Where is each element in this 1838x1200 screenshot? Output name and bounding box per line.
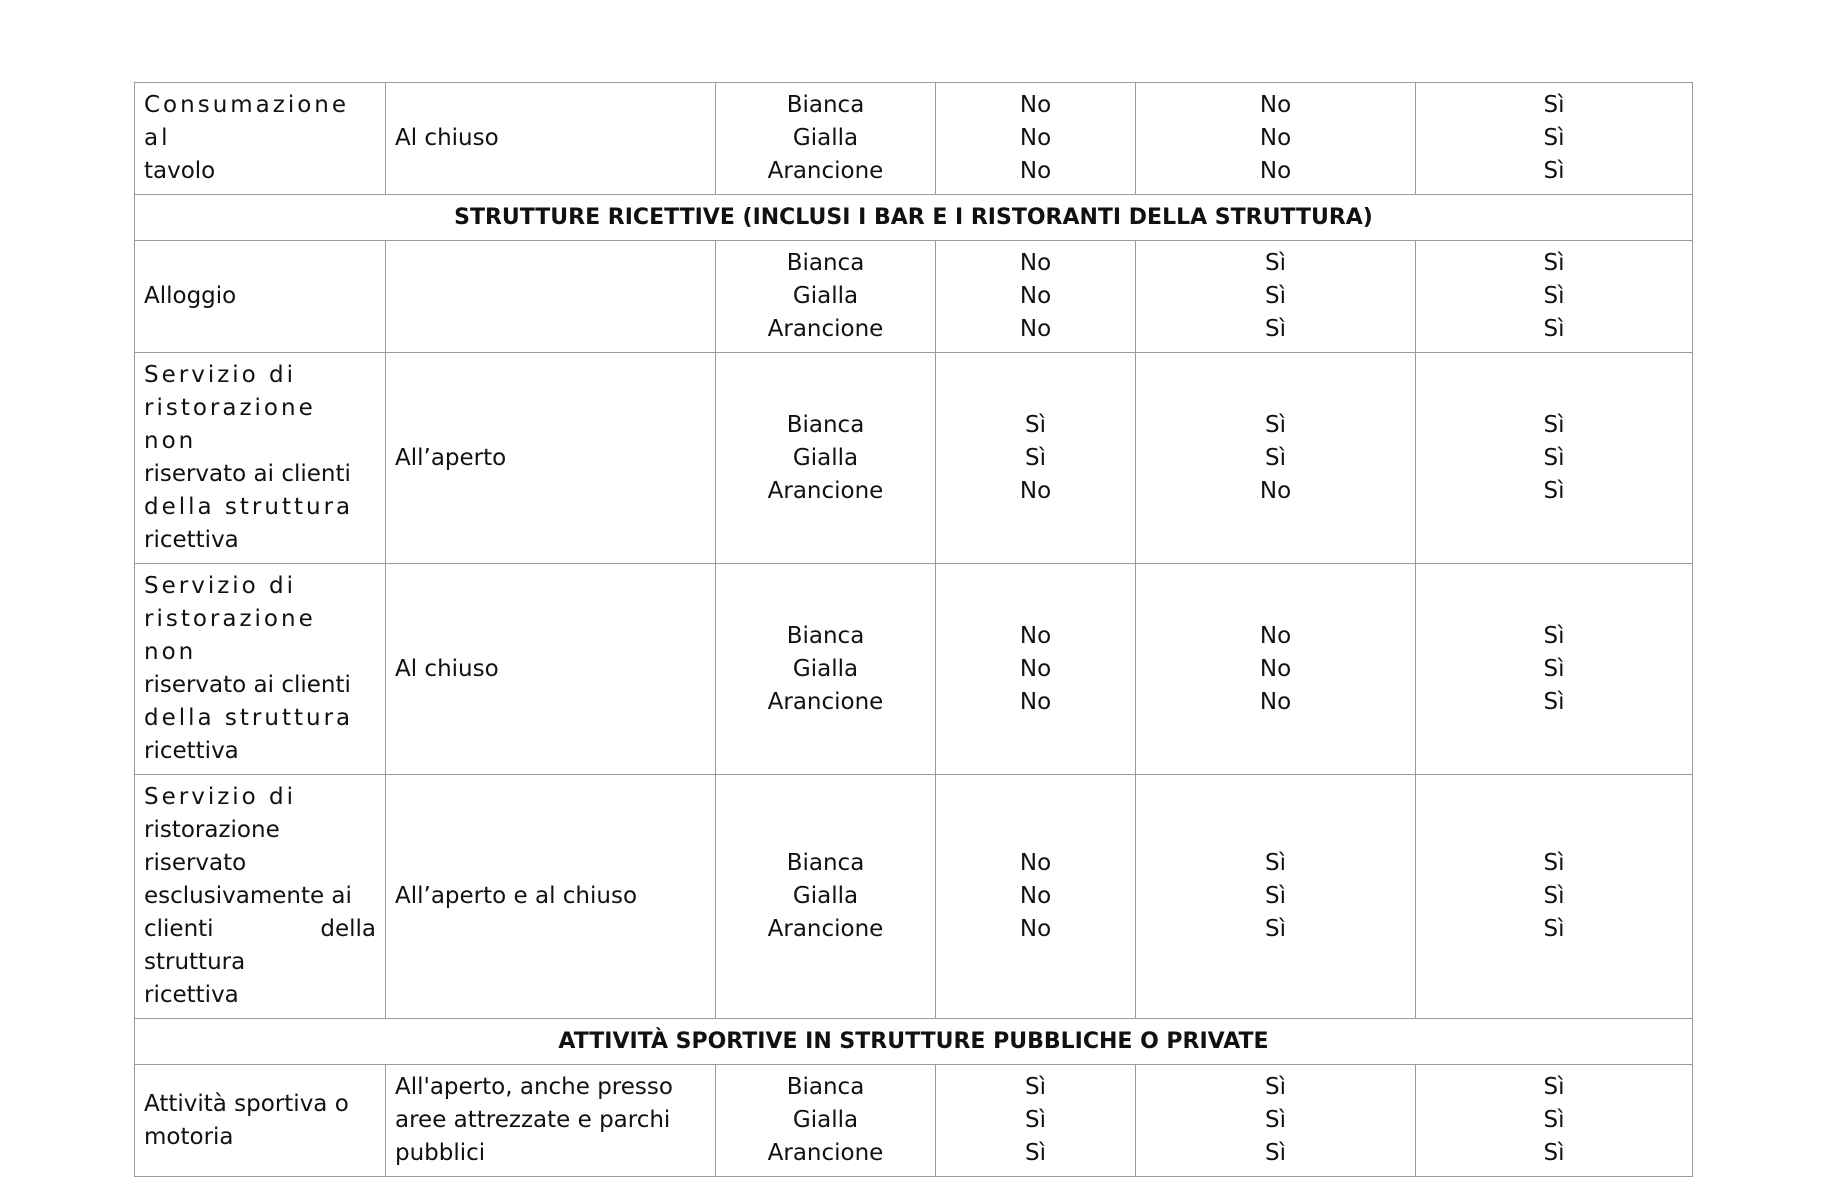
activity-line: Attività sportiva o [144, 1090, 349, 1117]
setting-line: Al chiuso [395, 125, 499, 151]
value: No [1019, 850, 1052, 876]
value: Sì [1543, 92, 1565, 118]
value: Sì [1543, 1140, 1565, 1166]
value: No [1259, 477, 1292, 504]
value: No [1259, 125, 1292, 151]
value-cell-b [1136, 83, 1416, 195]
activity-line: della struttura [144, 494, 354, 520]
activity-line: ristorazione non [144, 395, 316, 454]
value: No [1019, 622, 1052, 649]
setting-line: All’aperto e al chiuso [395, 883, 638, 909]
value: Sì [1543, 688, 1565, 715]
zone-label: Bianca [786, 1074, 865, 1100]
value-cell-a [936, 241, 1136, 353]
value: Sì [1025, 444, 1046, 471]
value-cell-c [1416, 353, 1693, 564]
activity-line: ricettiva [144, 527, 239, 553]
zone-label: Gialla [792, 283, 859, 309]
value: Sì [1543, 622, 1565, 649]
setting-cell [386, 775, 716, 1019]
value: No [1259, 655, 1292, 682]
setting-cell [386, 564, 716, 775]
value: No [1259, 688, 1292, 715]
activity-line: Consumazione al [144, 92, 350, 151]
zone-label: Gialla [792, 655, 859, 682]
value: Sì [1543, 283, 1565, 309]
setting-cell [386, 353, 716, 564]
zone-label: Arancione [767, 688, 884, 715]
value-cell-c [1416, 83, 1693, 195]
activity-cell [135, 241, 386, 353]
value: No [1259, 622, 1292, 649]
activity-line: Servizio di [144, 573, 297, 599]
value-cell-c [1416, 775, 1693, 1019]
value-cell-a [936, 83, 1136, 195]
value: No [1019, 883, 1052, 909]
activity-line: Servizio di [144, 362, 297, 388]
zone-label: Bianca [786, 250, 865, 276]
value-cell-a [936, 1065, 1136, 1177]
setting-cell [386, 1065, 716, 1177]
value: Sì [1543, 655, 1565, 682]
activity-line: riservato ai clienti [144, 461, 351, 487]
table-row [135, 241, 1693, 353]
section-header-row [135, 1019, 1693, 1065]
value: Sì [1543, 1074, 1565, 1100]
activity-line: Alloggio [144, 283, 237, 309]
zone-label: Bianca [786, 850, 865, 876]
value: Sì [1265, 850, 1286, 876]
value: No [1259, 92, 1292, 118]
value: No [1259, 158, 1292, 184]
zone-label: Arancione [767, 1140, 884, 1166]
activity-line: della struttura [144, 705, 354, 731]
zone-label: Gialla [792, 125, 859, 151]
value: Sì [1265, 444, 1286, 471]
activity-cell [135, 83, 386, 195]
value: Sì [1265, 916, 1286, 942]
setting-cell [386, 83, 716, 195]
setting-line: Al chiuso [395, 655, 499, 682]
activity-cell [135, 775, 386, 1019]
value-cell-b [1136, 564, 1416, 775]
zone-cell [716, 564, 936, 775]
activity-cell [135, 564, 386, 775]
table-row [135, 83, 1693, 195]
value-cell-a [936, 564, 1136, 775]
zone-label: Arancione [767, 477, 884, 504]
zone-label: Bianca [786, 622, 865, 649]
activity-cell [135, 353, 386, 564]
value: Sì [1543, 316, 1565, 342]
value: Sì [1543, 916, 1565, 942]
value: No [1019, 477, 1052, 504]
value: No [1019, 250, 1052, 276]
activity-line: Servizio di [144, 784, 297, 810]
value: Sì [1265, 883, 1286, 909]
value: Sì [1025, 411, 1046, 438]
value: No [1019, 283, 1052, 309]
value: Sì [1543, 477, 1565, 504]
value: Sì [1543, 250, 1565, 276]
activity-line: clienti della struttura [144, 916, 376, 975]
value: No [1019, 158, 1052, 184]
activity-line: ricettiva [144, 738, 239, 764]
setting-line: All'aperto, anche presso [395, 1074, 673, 1100]
zone-cell [716, 775, 936, 1019]
zone-cell [716, 353, 936, 564]
value-cell-a [936, 775, 1136, 1019]
value-cell-c [1416, 1065, 1693, 1177]
activity-line: ristorazione riservato [144, 817, 280, 876]
zone-label: Arancione [767, 316, 884, 342]
activity-line: tavolo [144, 158, 216, 184]
activity-line: riservato ai clienti [144, 672, 351, 698]
table-row [135, 353, 1693, 564]
activity-line: motoria [144, 1123, 234, 1150]
section-header: STRUTTURE RICETTIVE (INCLUSI I BAR E I RISTORANTI DELLA STRUTTURA) [135, 195, 1693, 241]
zone-cell [716, 1065, 936, 1177]
setting-line: All’aperto [395, 444, 507, 471]
value: No [1019, 92, 1052, 118]
value: Sì [1543, 158, 1565, 184]
value: No [1019, 916, 1052, 942]
value: Sì [1543, 883, 1565, 909]
value-cell-b [1136, 353, 1416, 564]
value-cell-a [936, 353, 1136, 564]
value: No [1019, 688, 1052, 715]
value: Sì [1265, 250, 1286, 276]
table-row [135, 1065, 1693, 1177]
zone-label: Arancione [767, 916, 884, 942]
zone-cell [716, 83, 936, 195]
value: No [1019, 125, 1052, 151]
activity-line: esclusivamente ai [144, 883, 352, 909]
value: Sì [1025, 1107, 1046, 1133]
value: Sì [1265, 316, 1286, 342]
value: Sì [1025, 1140, 1046, 1166]
table-row [135, 775, 1693, 1019]
setting-line: pubblici [395, 1140, 486, 1166]
section-header: ATTIVITÀ SPORTIVE IN STRUTTURE PUBBLICHE O PRIVATE [135, 1019, 1693, 1065]
zone-cell [716, 241, 936, 353]
value-cell-b [1136, 241, 1416, 353]
value: Sì [1543, 411, 1565, 438]
value: Sì [1265, 411, 1286, 438]
value: No [1019, 316, 1052, 342]
value: Sì [1543, 125, 1565, 151]
zone-label: Bianca [786, 92, 865, 118]
zone-label: Gialla [792, 444, 859, 471]
value: Sì [1265, 1074, 1286, 1100]
value-cell-c [1416, 241, 1693, 353]
value-cell-b [1136, 775, 1416, 1019]
setting-line: aree attrezzate e parchi [395, 1107, 671, 1133]
value: Sì [1025, 1074, 1046, 1100]
activity-cell [135, 1065, 386, 1177]
value: Sì [1543, 444, 1565, 471]
value: Sì [1265, 283, 1286, 309]
value: Sì [1543, 850, 1565, 876]
activity-line: ricettiva [144, 982, 239, 1008]
zone-label: Arancione [767, 158, 884, 184]
table-row [135, 564, 1693, 775]
regulations-table [134, 82, 1693, 1177]
value: Sì [1265, 1140, 1286, 1166]
zone-label: Gialla [792, 883, 859, 909]
value: Sì [1265, 1107, 1286, 1133]
value-cell-c [1416, 564, 1693, 775]
zone-label: Bianca [786, 411, 865, 438]
value-cell-b [1136, 1065, 1416, 1177]
setting-cell [386, 241, 716, 353]
value: No [1019, 655, 1052, 682]
activity-line: ristorazione non [144, 606, 316, 665]
value: Sì [1543, 1107, 1565, 1133]
section-header-row [135, 195, 1693, 241]
zone-label: Gialla [792, 1107, 859, 1133]
